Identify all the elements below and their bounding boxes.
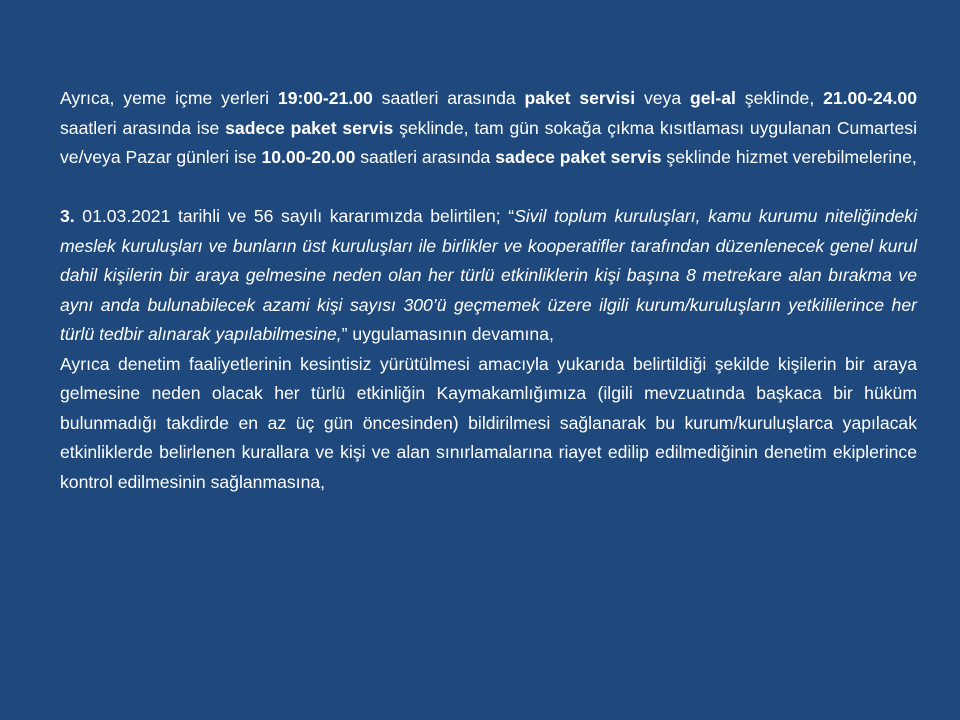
- text-run: veya: [635, 88, 690, 108]
- text-run: saatleri arasında ise: [60, 117, 226, 138]
- paragraph-inspection-notice: [60, 350, 917, 498]
- bold-text-run: 19:00-21.00: [277, 88, 373, 108]
- slide-text-box: [60, 84, 917, 497]
- bold-text-run: 10.00-20.00: [261, 147, 356, 167]
- text-run: Ayrıca, yeme içme yerleri: [60, 88, 278, 108]
- bold-text-run: 3.: [60, 206, 75, 226]
- paragraph-item-3-gatherings: [60, 202, 917, 350]
- text-run: Ayrıca denetim faaliyetlerinin kesintisiz yürütülmesi amacıyla yukarıda belirtildiği şekilde kişilerin bir araya gelmesine neden olacak her türlü etkinliğin Kaymakamlığımıza (ilgili mevzuatında başkaca bir hüküm bulunmadığı takdirde en az üç gün öncesinden) bildirilmesi sağlanarak bu kurum/kuruluşlarca yapılacak etkinliklerde belirlenen kurallara ve kişi ve alan sınırlamalarına riayet edilip edilmediğinin denetim ekiplerince kontrol edilmesinin sağlanmasına,: [60, 353, 917, 492]
- text-run: şeklinde,: [735, 88, 824, 108]
- text-run: ” uygulamasının devamına,: [341, 324, 554, 344]
- paragraph-food-service-hours: [60, 84, 917, 173]
- bold-text-run: sadece paket servis: [225, 117, 394, 138]
- bold-text-run: gel-al: [689, 88, 736, 108]
- text-run: şeklinde hizmet verebilmelerine,: [661, 147, 917, 167]
- italic-text-run: Sivil toplum kuruluşları, kamu kurumu niteliğindeki meslek kuruluşları ve bunların üst kuruluşları ile birlikler ve kooperatifler tarafından düzenlenecek genel kurul dahil kişilerin bir araya gelmesine neden olan her türlü etkinliklerin kişi başına 8 metrekare alan bırakma ve aynı anda bulunabilecek azami kişi sayısı 300’ü geçmemek üzere ilgili kurum/kuruluşların yetkililerince her türlü tedbir alınarak yapılabilmesine,: [60, 206, 917, 344]
- text-run: saatleri arasında: [372, 88, 525, 108]
- bold-text-run: sadece paket servis: [495, 147, 662, 167]
- text-run: saatleri arasında: [355, 147, 496, 167]
- bold-text-run: 21.00-24.00: [823, 88, 917, 108]
- text-run: şeklinde, tam gün sokağa çıkma kısıtlaması uygulanan Cumartesi ve/veya Pazar günleri ise: [60, 117, 917, 167]
- bold-text-run: paket servisi: [524, 88, 636, 108]
- paragraph-spacer: [60, 173, 917, 203]
- text-run: 01.03.2021 tarihli ve 56 sayılı kararımızda belirtilen; “: [74, 206, 515, 226]
